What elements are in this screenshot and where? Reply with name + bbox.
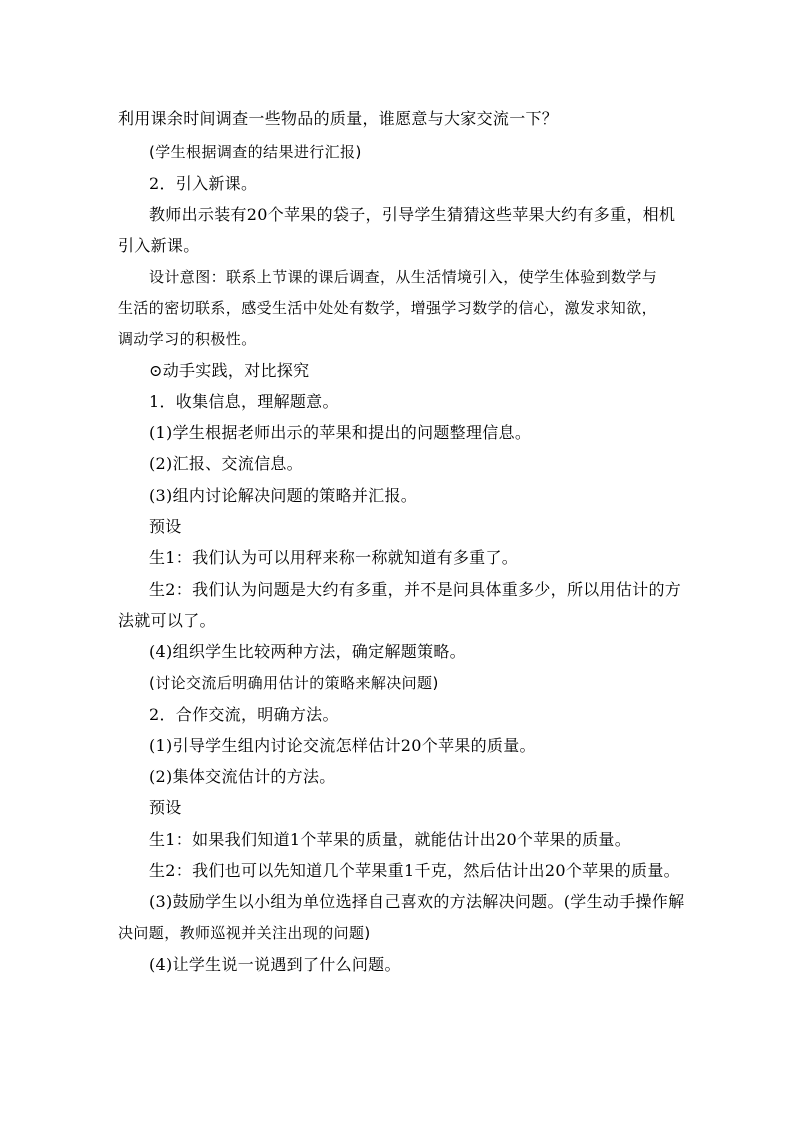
paragraph-line: 教师出示装有20个苹果的袋子，引导学生猜猜这些苹果大约有多重，相机 [149, 205, 676, 224]
step-heading: 1．收集信息，理解题意。 [149, 392, 339, 411]
design-intent-line: 调动学习的积极性。 [118, 330, 257, 348]
section-heading: 2．引入新课。 [149, 174, 258, 193]
paragraph-line: 法就可以了。 [118, 611, 216, 630]
paragraph-line: 生2：我们也可以先知道几个苹果重1千克，然后估计出20个苹果的质量。 [149, 861, 680, 880]
paragraph-line: (3)鼓励学生以小组为单位选择自己喜欢的方法解决问题。(学生动手操作解 [149, 892, 685, 911]
paragraph-line: (1)学生根据老师出示的苹果和提出的问题整理信息。 [149, 423, 532, 442]
paragraph-line: 生1：如果我们知道1个苹果的质量，就能估计出20个苹果的质量。 [149, 830, 632, 849]
paragraph-line: (1)引导学生组内讨论交流怎样估计20个苹果的质量。 [149, 736, 536, 755]
annotation-line: (讨论交流后明确用估计的策略来解决问题) [149, 674, 439, 692]
section-heading: ⊙动手实践，对比探究 [149, 361, 310, 380]
annotation-line: (学生根据调查的结果进行汇报) [149, 143, 362, 161]
paragraph-line: (2)集体交流估计的方法。 [149, 767, 336, 786]
paragraph-line: (4)组织学生比较两种方法，确定解题策略。 [149, 642, 466, 661]
design-intent-line: 生活的密切联系，感受生活中处处有数学，增强学习数学的信心，激发求知欲， [118, 299, 658, 317]
paragraph-line: (2)汇报、交流信息。 [149, 454, 303, 473]
paragraph-line: 利用课余时间调查一些物品的质量，谁愿意与大家交流一下？ [118, 109, 559, 128]
paragraph-line: 生1：我们认为可以用秤来称一称就知道有多重了。 [149, 548, 519, 567]
paragraph-line: 生2：我们认为问题是大约有多重，并不是问具体重多少，所以用估计的方 [149, 580, 682, 599]
paragraph-line: 引入新课。 [118, 236, 200, 255]
design-intent-line: 设计意图：联系上节课的课后调查，从生活情境引入，使学生体验到数学与 [149, 268, 658, 286]
paragraph-line: (3)组内讨论解决问题的策略并汇报。 [149, 486, 418, 505]
step-heading: 2．合作交流，明确方法。 [149, 705, 339, 724]
preset-label: 预设 [149, 798, 182, 817]
paragraph-line: (4)让学生说一说遇到了什么问题。 [149, 955, 401, 974]
annotation-line: 决问题，教师巡视并关注出现的问题) [118, 924, 371, 942]
preset-label: 预设 [149, 517, 182, 536]
